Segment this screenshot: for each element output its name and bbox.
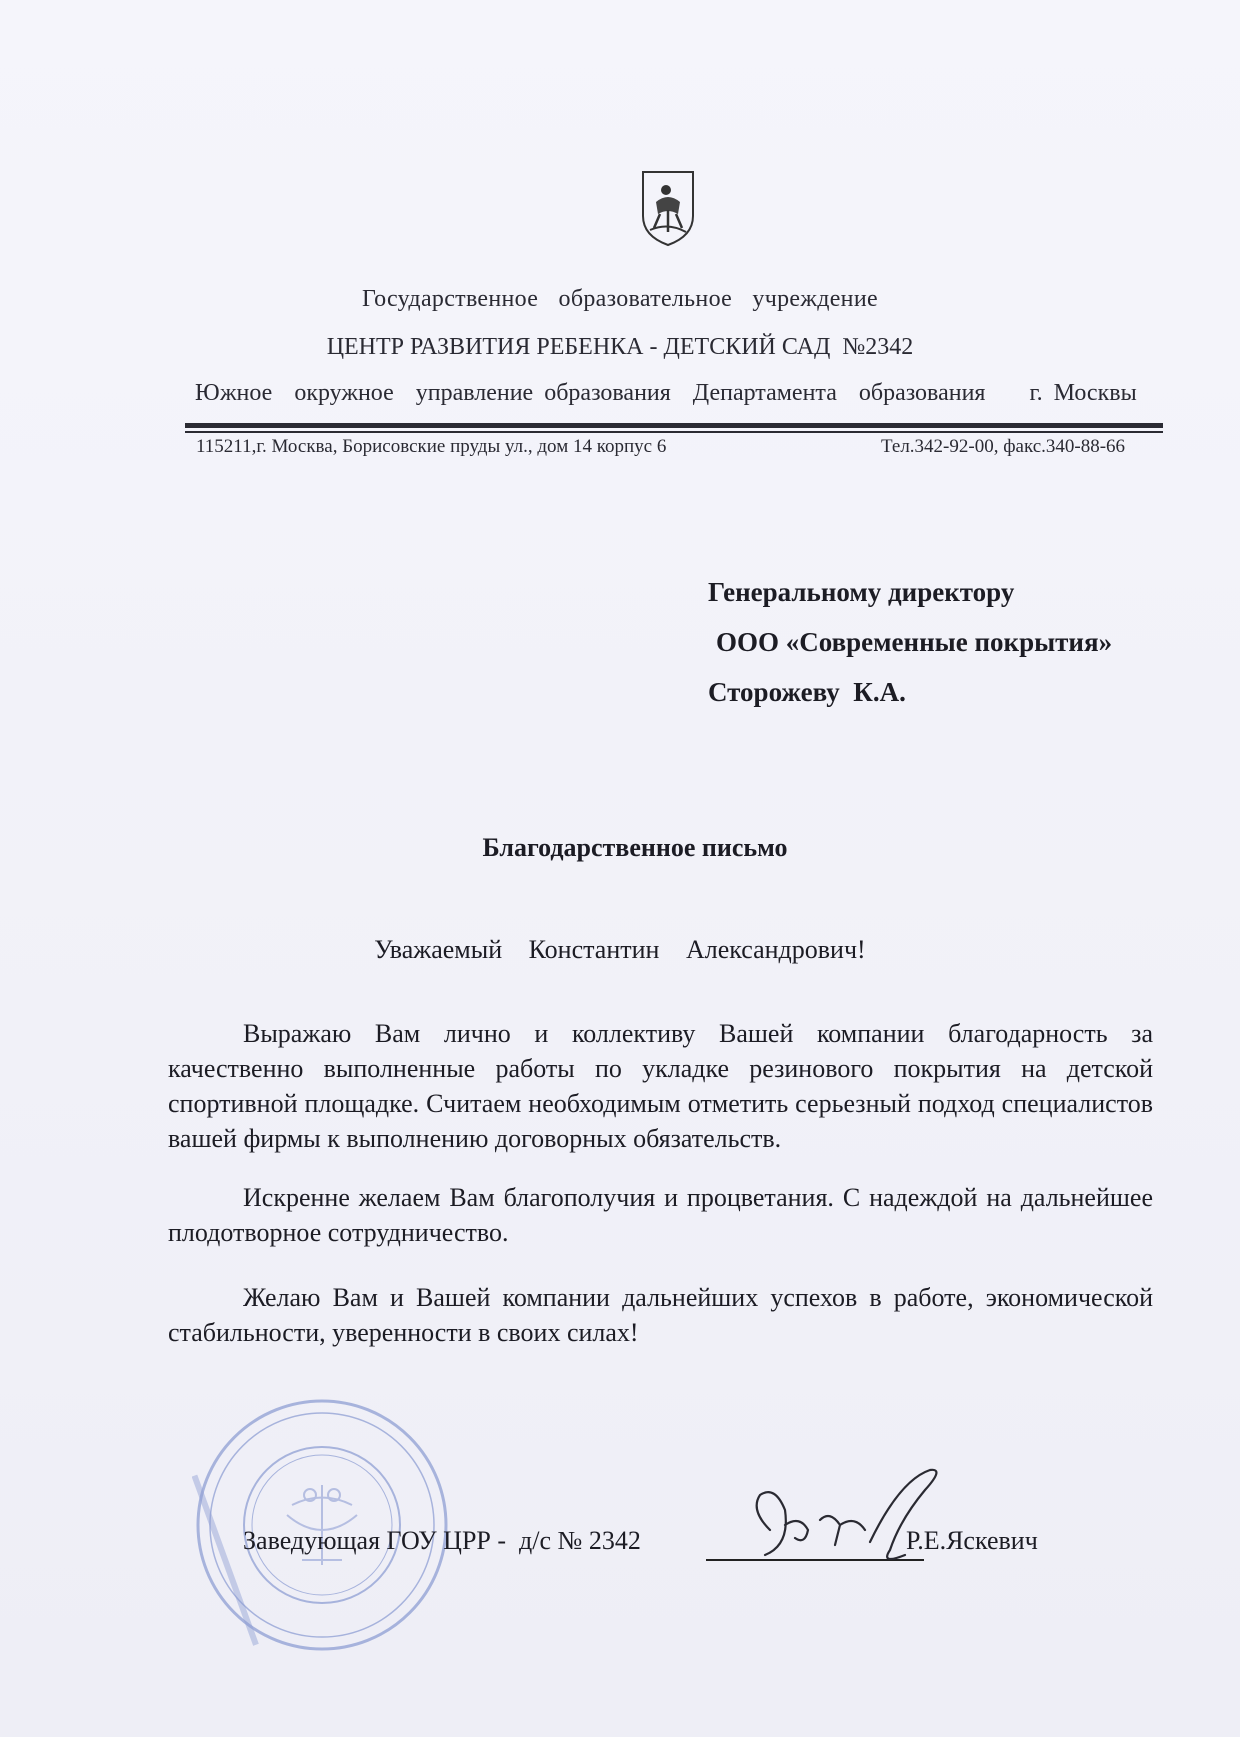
org-type-line: Государственное образовательное учреждение	[362, 286, 878, 312]
signatory-name: Р.Е.Яскевич	[906, 1526, 1038, 1555]
handwritten-signature-icon	[730, 1450, 960, 1580]
header-rule-thick	[185, 423, 1163, 428]
recipient-title: Генеральному директору	[708, 577, 1015, 607]
recipient-name: Сторожеву К.А.	[708, 677, 906, 707]
org-phone: Тел.342-92-00, факс.340-88-66	[881, 436, 1126, 457]
signatory-position: Заведующая ГОУ ЦРР - д/с № 2342	[243, 1526, 641, 1555]
org-address: 115211,г. Москва, Борисовские пруды ул., дом 14 корпус 6	[196, 436, 667, 457]
header-rule-thin	[185, 431, 1163, 433]
letter-paragraph-3: Желаю Вам и Вашей компании дальнейших успехов в работе, экономической стабильности, уверенности в своих силах!	[168, 1283, 1153, 1347]
org-name-line: ЦЕНТР РАЗВИТИЯ РЕБЕНКА - ДЕТСКИЙ САД №2342	[326, 334, 914, 360]
moscow-coat-of-arms-icon	[638, 168, 698, 248]
recipient-company: ООО «Современные покрытия»	[716, 627, 1113, 657]
org-department-line: Южное окружное управление образования Департамента образования г. Москвы	[195, 380, 1137, 406]
letter-greeting: Уважаемый Константин Александрович!	[374, 935, 866, 964]
official-seal-stamp-icon	[192, 1395, 452, 1655]
letter-paragraph-1: Выражаю Вам лично и коллективу Вашей компании благодарность за качественно выполненные работы по укладке резинового покрытия на детской спортивной площадке. Считаем необходимым отметить серьезный подход специалистов вашей фирмы к выполнению договорных обязательств.	[168, 1019, 1153, 1153]
letter-title: Благодарственное письмо	[482, 833, 788, 862]
letter-paragraph-2: Искренне желаем Вам благополучия и процветания. С надеждой на дальнейшее плодотворное сотрудничество.	[168, 1183, 1153, 1247]
